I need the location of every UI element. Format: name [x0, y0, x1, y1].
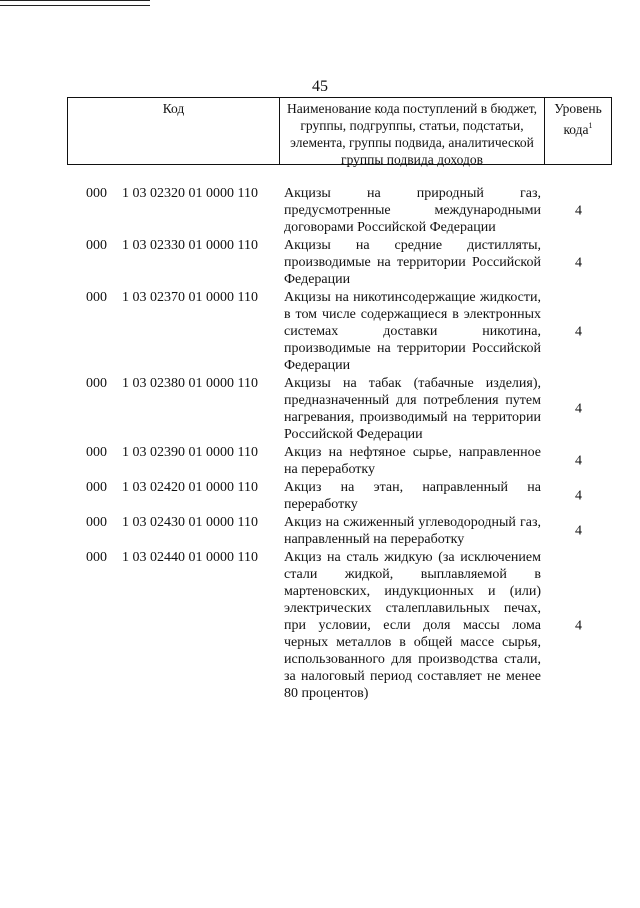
income-codes-table [0, 185, 640, 703]
table-row [0, 549, 640, 702]
table-row [0, 514, 640, 548]
header-name [280, 97, 545, 165]
code-level: 4 [575, 618, 582, 633]
admin-code: 000 [86, 238, 107, 253]
table-row [0, 185, 640, 236]
header-level [545, 97, 612, 165]
code-level: 4 [575, 255, 582, 270]
admin-code: 000 [86, 445, 107, 460]
budget-code: 1 03 02330 01 0000 110 [122, 238, 258, 253]
code-level: 4 [575, 488, 582, 504]
budget-code: 1 03 02430 01 0000 110 [122, 515, 258, 530]
admin-code: 000 [86, 186, 107, 201]
budget-code: 1 03 02380 01 0000 110 [122, 376, 258, 391]
page-number: 45 [312, 78, 328, 95]
budget-code: 1 03 02440 01 0000 110 [122, 550, 258, 565]
code-description: Акциз на этан, направленный на переработку [284, 480, 541, 512]
header-name-label: Наименование кода поступлений в бюджет, группы, подгруппы, статьи, подстатьи, элемента, группы подвида, аналитической группы подвида доходов [286, 101, 537, 167]
code-level: 4 [575, 203, 582, 218]
code-description: Акциз на нефтяное сырье, направленное на переработку [284, 445, 541, 477]
table-row [0, 479, 640, 513]
code-level: 4 [575, 453, 582, 469]
code-description: Акцизы на табак (табачные изделия), предназначенный для потребления путем нагревания, производимый на территории Российской Федерации [284, 376, 541, 442]
code-level: 4 [575, 401, 582, 417]
header-code-label: Код [162, 101, 185, 116]
code-description: Акцизы на природный газ, предусмотренные международными договорами Российской Федерации [284, 186, 541, 235]
code-level: 4 [575, 523, 582, 539]
budget-code: 1 03 02420 01 0000 110 [122, 480, 258, 495]
table-row [0, 237, 640, 288]
code-level: 4 [575, 324, 582, 339]
header-level-label: Уровень кода [554, 101, 602, 137]
admin-code: 000 [86, 480, 107, 495]
header-level-footnote: 1 [588, 121, 593, 130]
table-row [0, 375, 640, 443]
admin-code: 000 [86, 290, 107, 305]
admin-code: 000 [86, 515, 107, 530]
budget-code: 1 03 02370 01 0000 110 [122, 290, 258, 305]
table-row [0, 289, 640, 374]
budget-code: 1 03 02320 01 0000 110 [122, 186, 258, 201]
code-description: Акцизы на средние дистилляты, производимые на территории Российской Федерации [284, 238, 541, 287]
code-description: Акциз на сжиженный углеводородный газ, направленный на переработку [284, 515, 541, 547]
header-code [67, 97, 280, 165]
admin-code: 000 [86, 550, 107, 565]
budget-code: 1 03 02390 01 0000 110 [122, 445, 258, 460]
code-description: Акциз на сталь жидкую (за исключением стали жидкой, выплавляемой в мартеновских, индукционных и (или) электрических сталеплавильных печах, при условии, если доля массы лома черных металлов в общей массе сырья, использованного для производства стали, за налоговый период составляет не менее 80 процентов) [284, 550, 541, 701]
scan-edge-mark [0, 0, 150, 6]
admin-code: 000 [86, 376, 107, 391]
code-description: Акцизы на никотинсодержащие жидкости, в том числе содержащиеся в электронных системах доставки никотина, производимые на территории Российской Федерации [284, 290, 541, 373]
table-row [0, 444, 640, 478]
